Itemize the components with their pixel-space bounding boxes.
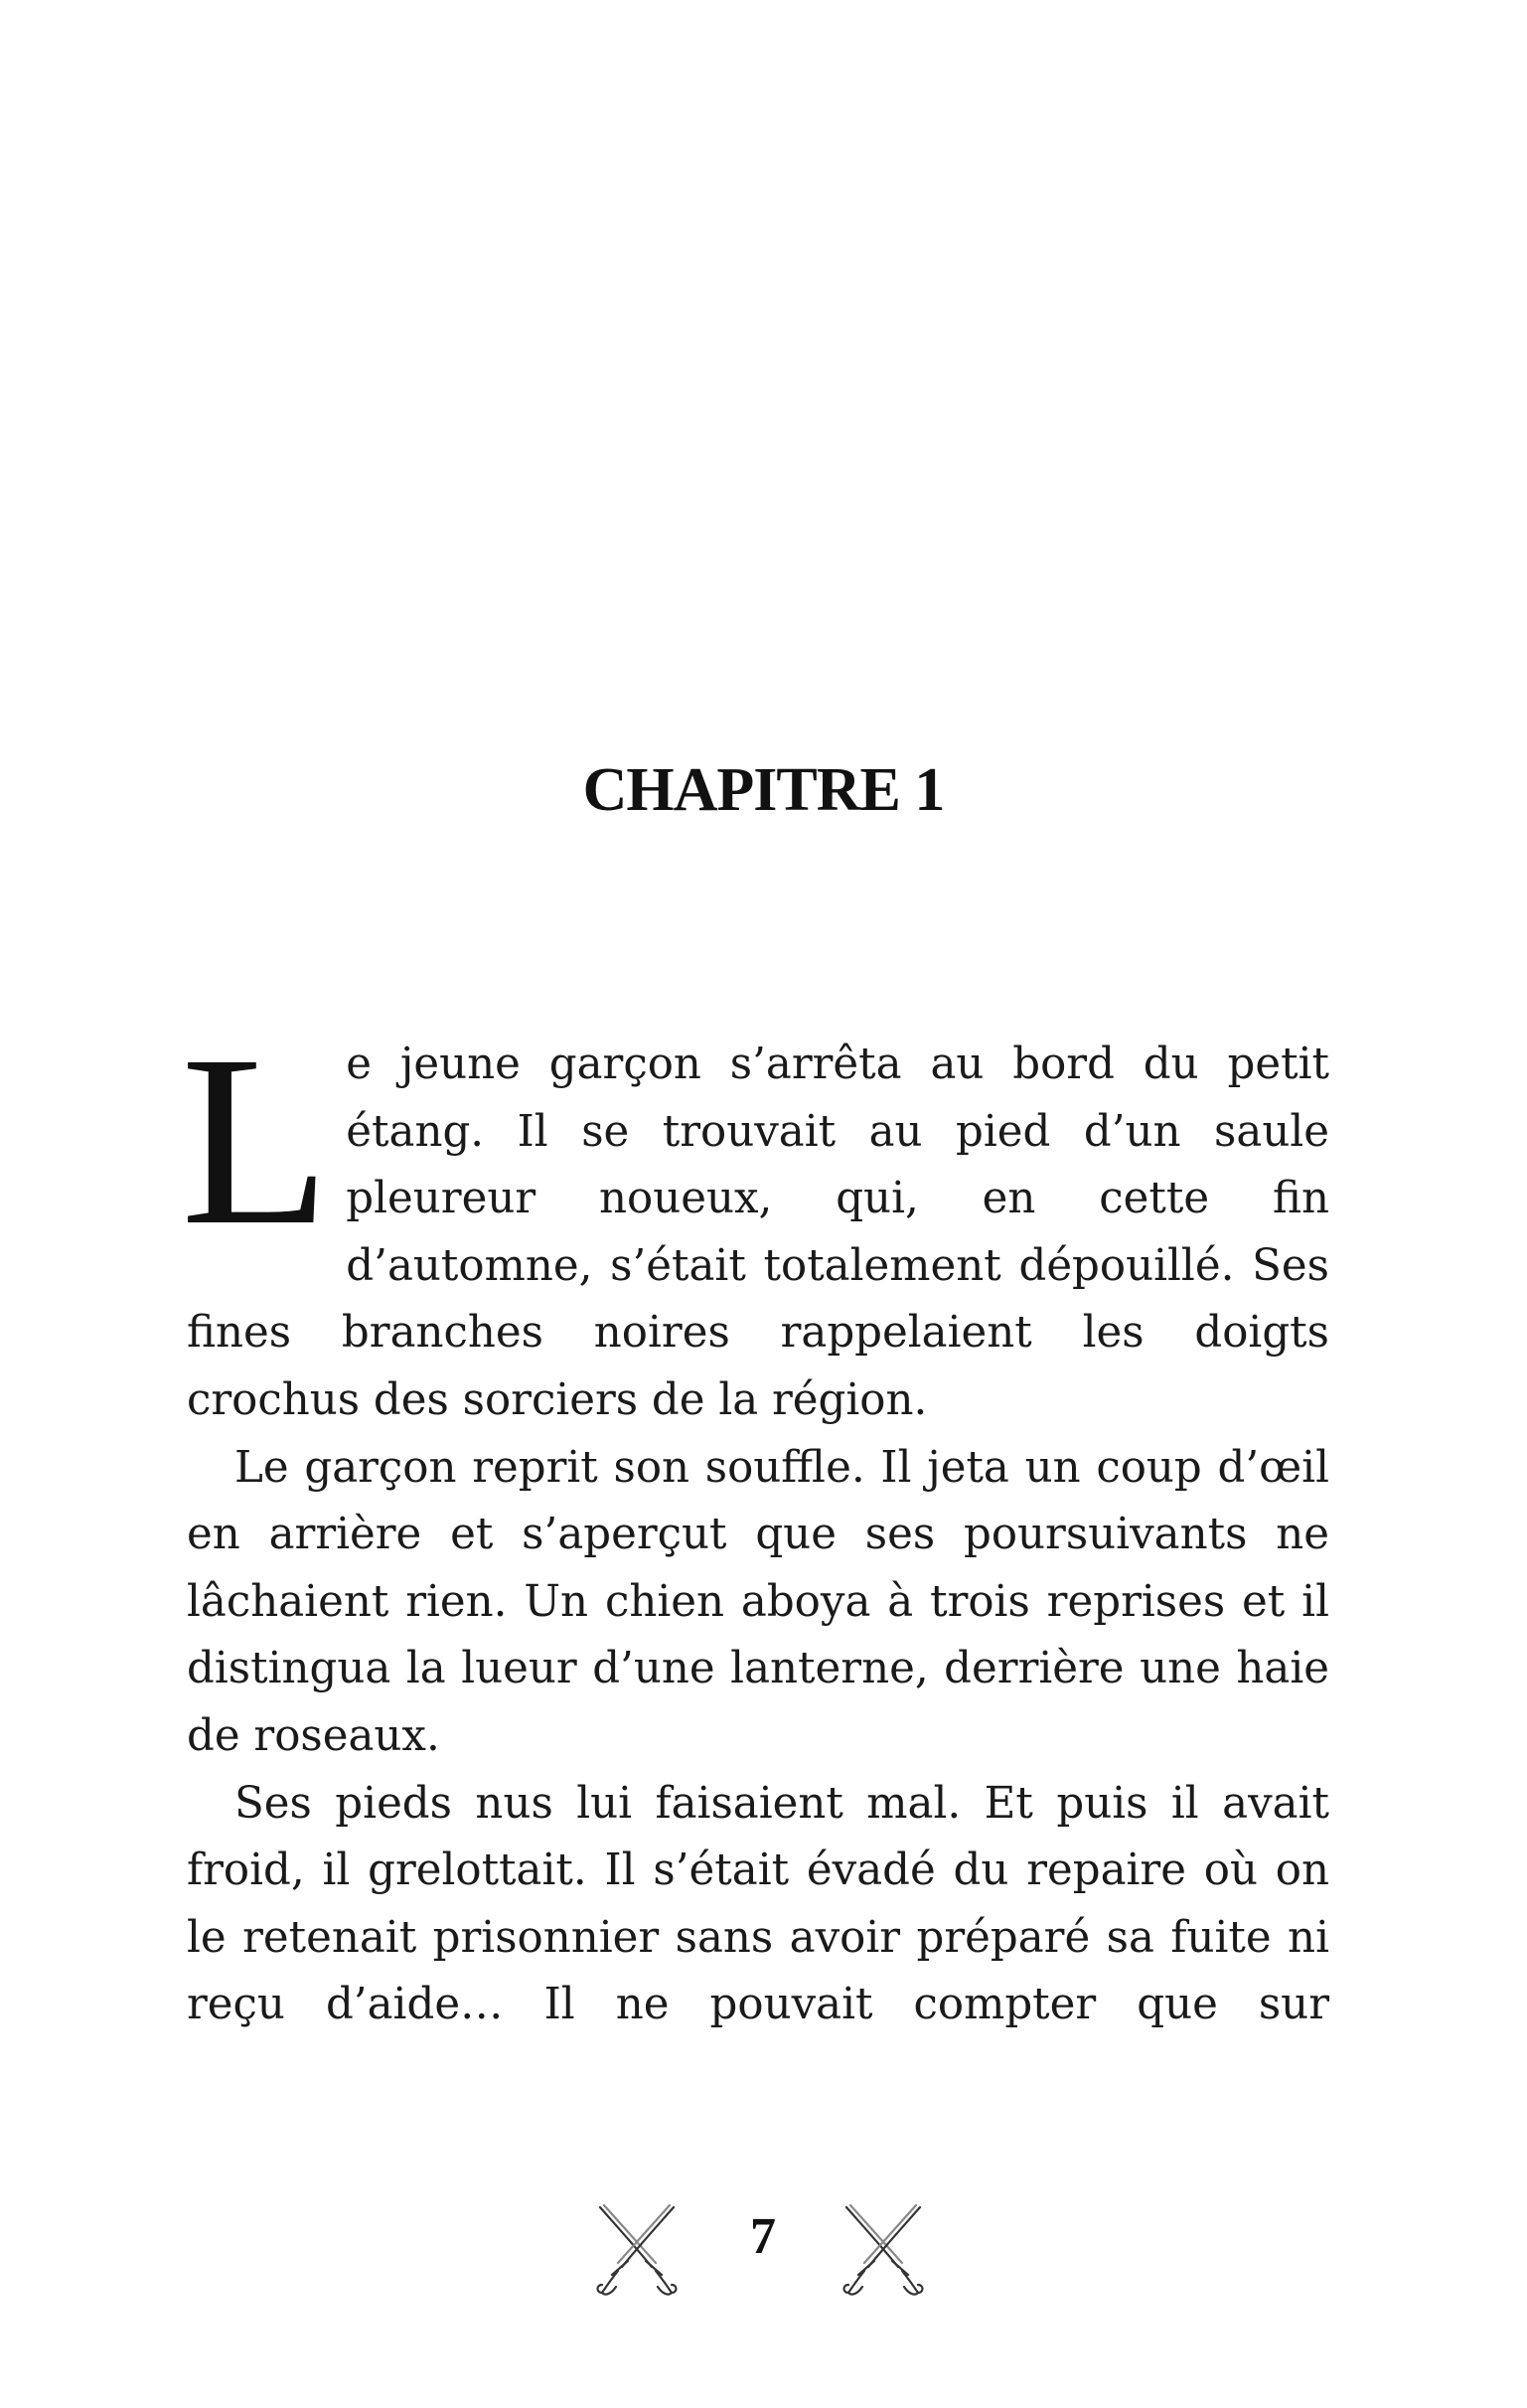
paragraph-1 bbox=[181, 1006, 1329, 1435]
paragraph-1-text: e jeune garçon s’arrêta au bord du petit étang. Il se trouvait au pied d’un saule pleureur noueux, qui, en cette fin d’automne, s’était totalement dépouillé. Ses fines branches noires rappelaient les doigts crochus des sorciers de la région. bbox=[187, 1040, 1329, 1425]
paragraph-3: Ses pieds nus lui faisaient mal. Et puis il avait froid, il grelottait. Il s’était évadé du repaire où on le retenait prisonnier sans avoir préparé sa fuite ni reçu d’aide… Il ne pouvait compter que sur bbox=[187, 1778, 1329, 2030]
crossed-swords-icon bbox=[840, 2201, 926, 2301]
chapter-title: CHAPITRE 1 bbox=[582, 756, 945, 824]
chapter-text bbox=[181, 1006, 1329, 2039]
page-footer bbox=[0, 2201, 1527, 2311]
crossed-swords-icon bbox=[594, 2201, 680, 2301]
paragraph-2: Le garçon reprit son souffle. Il jeta un coup d’œil en arrière et s’aperçut que ses poursuivants ne lâchaient rien. Un chien aboya à trois reprises et il distingua la lueur d’une lanterne, derrière une haie de roseaux. bbox=[187, 1442, 1329, 1761]
page-number: 7 bbox=[750, 2208, 776, 2265]
drop-cap: L bbox=[181, 1006, 331, 1276]
